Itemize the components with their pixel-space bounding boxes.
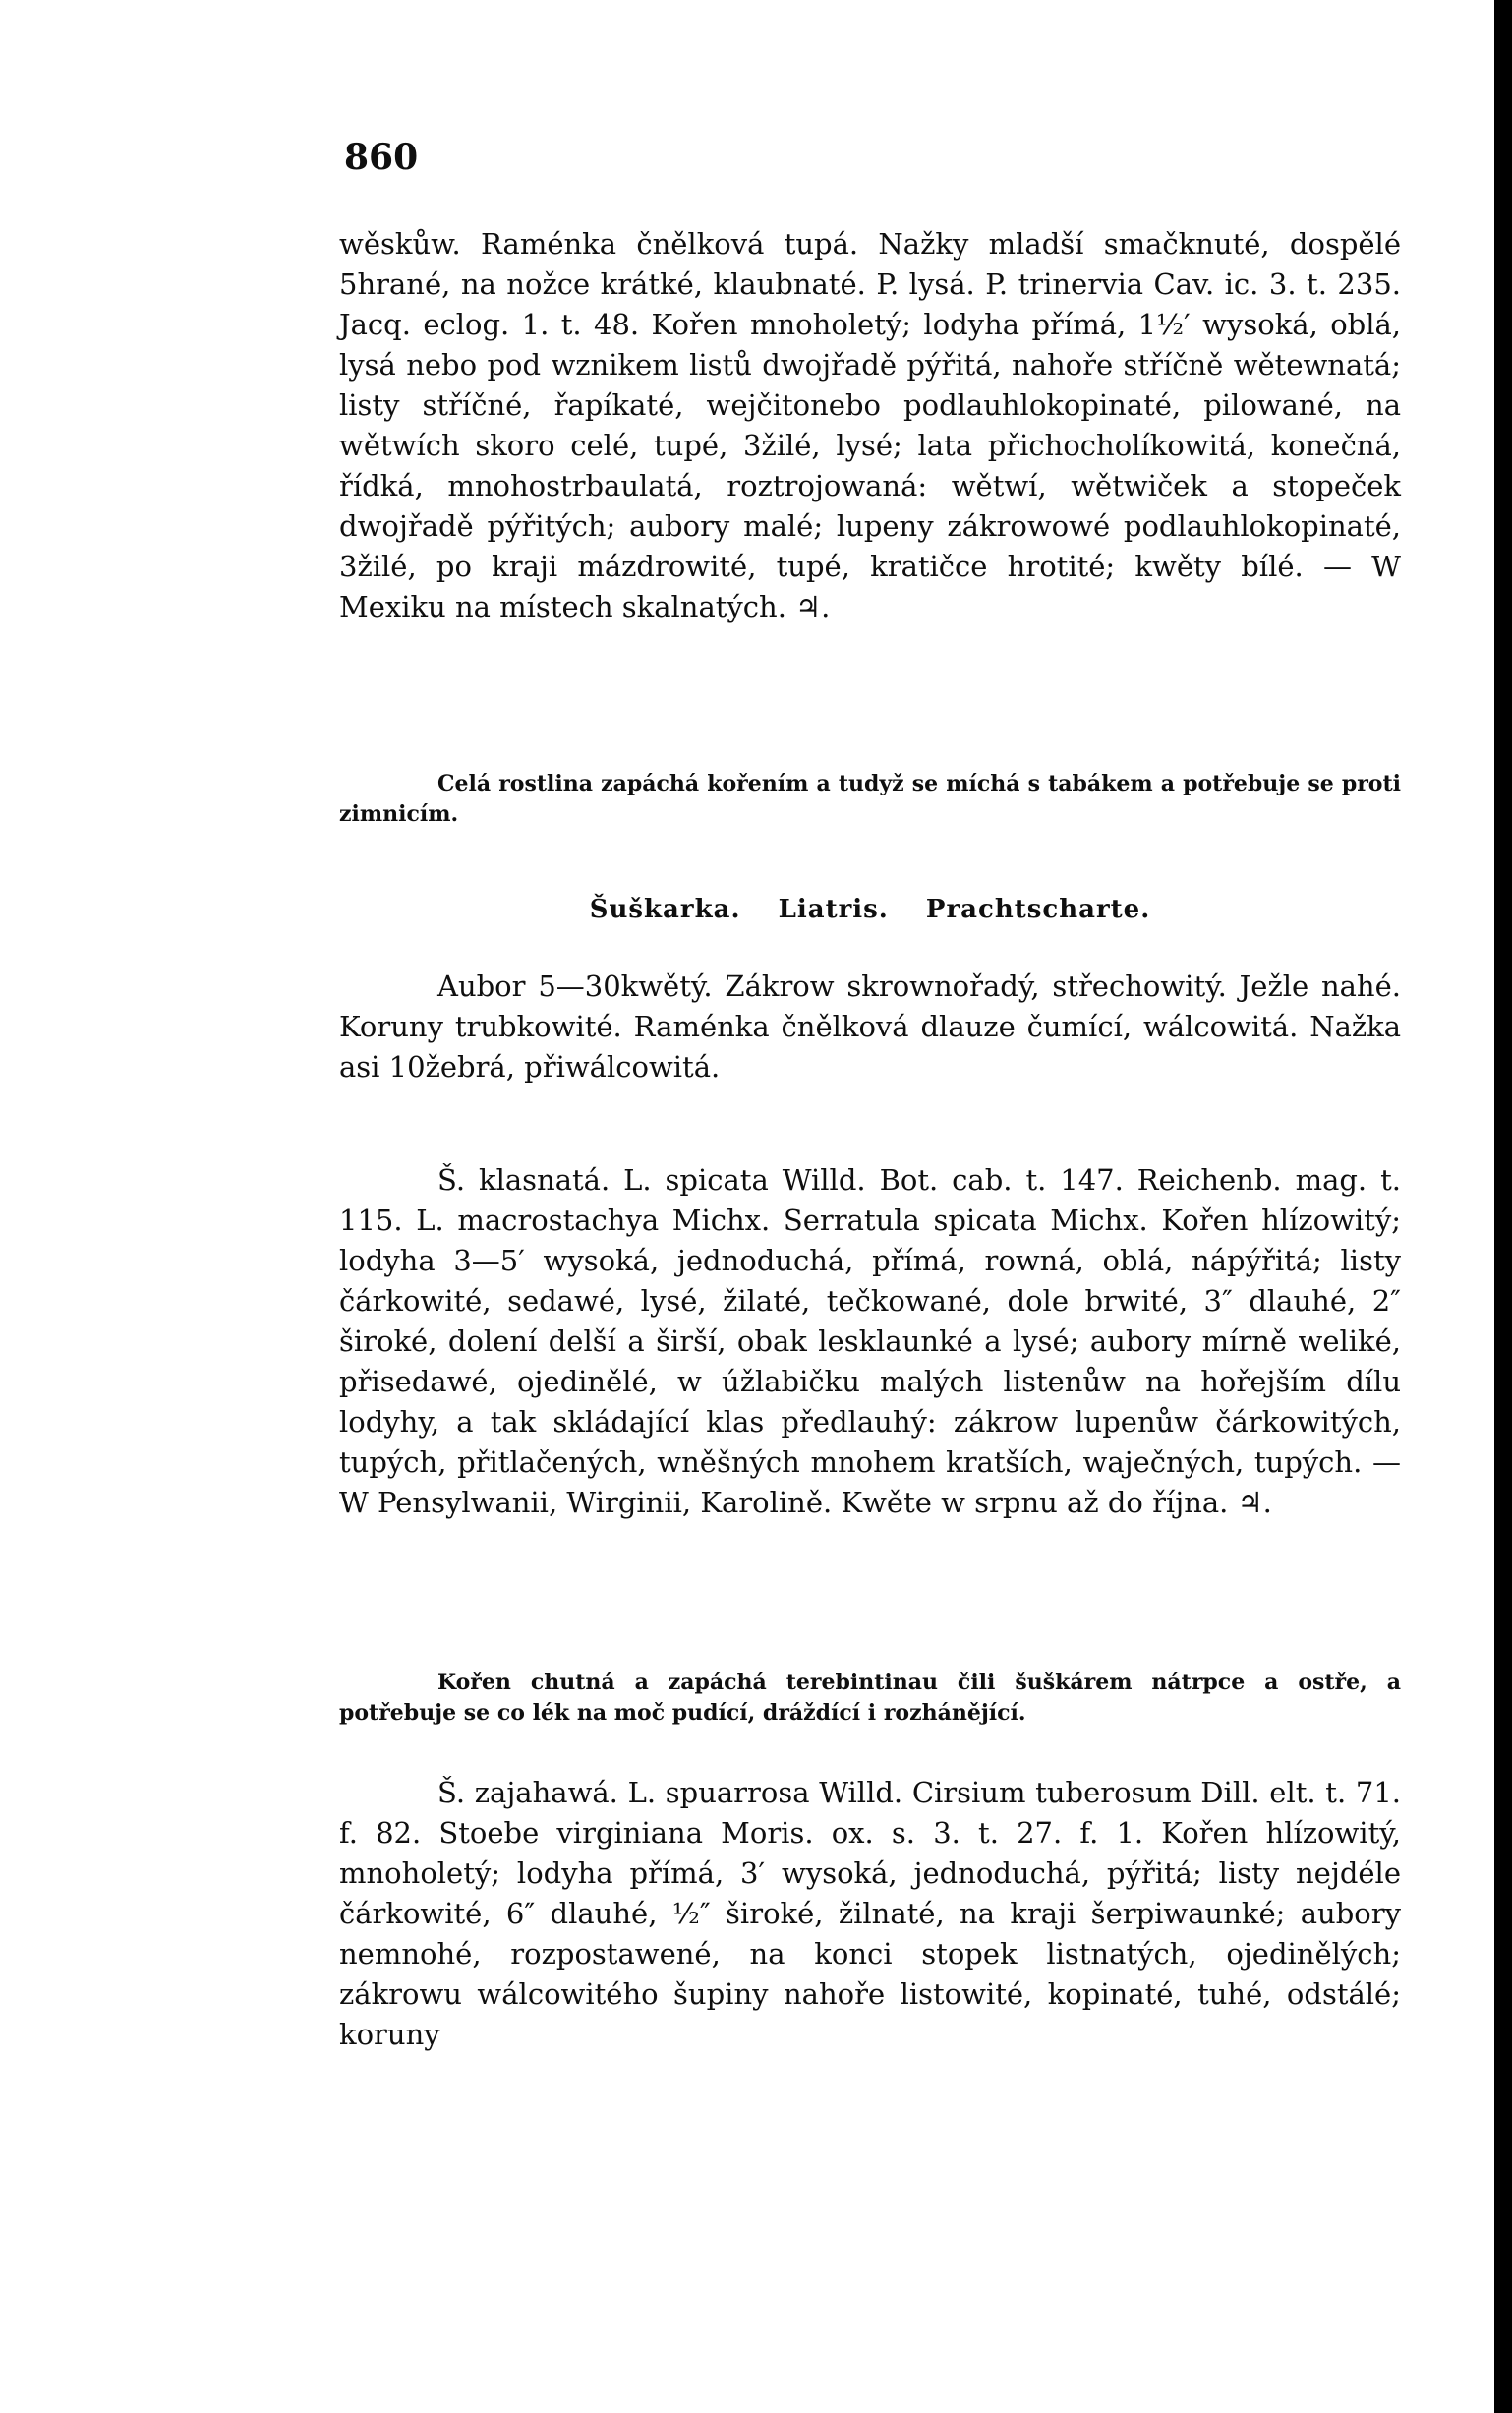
note-text: Kořen chutná a zapáchá terebintinau čili šuškárem nátrpce a ostře, a potřebuje se co lék na moč pudící, dráždící i rozhánějící. bbox=[339, 1670, 1401, 1726]
note-root bbox=[339, 1668, 1401, 1729]
heading-czech: Šuškarka. bbox=[589, 895, 741, 924]
genus-description bbox=[339, 967, 1401, 1088]
page-number: 860 bbox=[344, 137, 419, 178]
species-zajahawa bbox=[339, 1773, 1401, 2055]
genus-heading bbox=[339, 890, 1401, 929]
paragraph-text: Aubor 5—30kwětý. Zákrow skrownořadý, střechowitý. Ježle nahé. Koruny trubkowité. Raménka čnělková dlauze čumící, wálcowitá. Nažka asi 10žebrá, přiwálcowitá. bbox=[339, 970, 1401, 1084]
heading-german: Prachtscharte. bbox=[925, 895, 1151, 924]
note-text: Celá rostlina zapáchá kořením a tudyž se míchá s tabákem a potřebuje se proti zimnicím. bbox=[339, 771, 1401, 827]
scan-border bbox=[1494, 0, 1512, 2413]
paragraph-text: wěskůw. Raménka čnělková tupá. Nažky mladší smačknuté, dospělé 5hrané, na nožce krátké, klaubnaté. P. lysá. P. trinervia Cav. ic. 3. t. 235. Jacq. eclog. 1. t. 48. Kořen mnoholetý; lodyha přímá, 1½′ wysoká, oblá, lysá nebo pod wznikem listů dwojřadě pýřitá, nahoře stříčně wětewnatá; listy stříčné, řapíkaté, wejčitonebo podlauhlokopinaté, pilowané, na wětwích skoro celé, tupé, 3žilé, lysé; lata přichocholíkowitá, konečná, řídká, mnohostrbaulatá, roztrojowaná: wětwí, wětwiček a stopeček dwojřadě pýřitých; aubory malé; lupeny zákrowowé podlauhlokopinaté, 3žilé, po kraji mázdrowité, tupé, kratičce hrotité; kwěty bílé. — W Mexiku na místech skalnatých. ♃. bbox=[339, 227, 1401, 623]
paragraph-preceding-species bbox=[339, 224, 1401, 627]
species-klasnata bbox=[339, 1160, 1401, 1523]
paragraph-text: Š. zajahawá. L. spuarrosa Willd. Cirsium tuberosum Dill. elt. t. 71. f. 82. Stoebe virginiana Moris. ox. s. 3. t. 27. f. 1. Kořen hlízowitý, mnoholetý; lodyha přímá, 3′ wysoká, jednoduchá, pýřitá; listy nejdéle čárkowité, 6″ dlauhé, ½″ široké, žilnaté, na kraji šerpiwaunké; aubory nemnohé, rozpostawené, na konci stopek listnatých, ojedinělých; zákrowu wálcowitého šupiny nahoře listowité, kopinaté, tuhé, odstálé; koruny bbox=[339, 1776, 1401, 2051]
note-usage bbox=[339, 769, 1401, 830]
paragraph-text: Š. klasnatá. L. spicata Willd. Bot. cab. t. 147. Reichenb. mag. t. 115. L. macrostachya Michx. Serratula spicata Michx. Kořen hlízowitý; lodyha 3—5′ wysoká, jednoduchá, přímá, rowná, oblá, nápýřitá; listy čárkowité, sedawé, lysé, žilaté, tečkowané, dole brwité, 3″ dlauhé, 2″ široké, dolení delší a širší, obak lesklaunké a lysé; aubory mírně weliké, přisedawé, ojedinělé, w úžlabičku malých listenůw na hořejším dílu lodyhy, a tak skládající klas předlauhý: zákrow lupenůw čárkowitých, tupých, přitlačených, wněšných mnohem kratších, waječných, tupých. — W Pensylwanii, Wirginii, Karolině. Kwěte w srpnu až do října. ♃. bbox=[339, 1163, 1401, 1519]
heading-latin: Liatris. bbox=[778, 895, 889, 924]
